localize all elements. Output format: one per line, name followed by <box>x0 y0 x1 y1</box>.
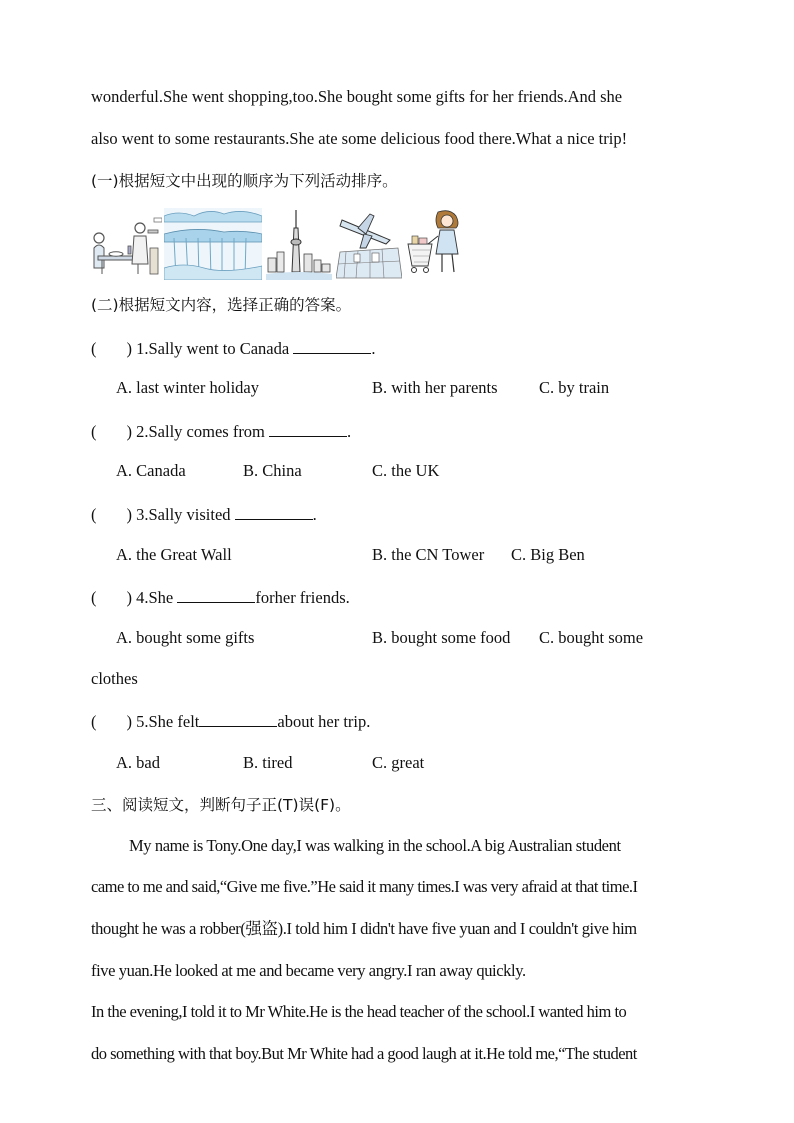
question-stem: 1.Sally went to Canada <box>136 339 290 358</box>
question-stem: 4.She <box>136 588 174 607</box>
question-3 <box>91 503 317 526</box>
q2-option-c: C. the UK <box>372 461 440 480</box>
q4-option-c: C. bought some <box>539 628 644 647</box>
reading-line-3: thought he was a robber(强盗).I told him I didn't have five yuan and I couldn't give him <box>91 919 637 938</box>
question-1 <box>91 337 375 360</box>
answer-paren-open: ( <box>91 339 97 358</box>
q2-option-a: A. Canada <box>116 461 186 480</box>
q4-option-c-continuation: clothes <box>91 669 138 688</box>
answer-paren-close: ) <box>126 339 132 358</box>
q4-option-b: B. bought some food <box>372 628 511 647</box>
answer-paren-close: ) <box>126 422 132 441</box>
answer-paren-close: ) <box>126 588 132 607</box>
fill-blank <box>293 337 371 354</box>
question-tail: . <box>312 505 317 524</box>
answer-paren-close: ) <box>126 505 132 524</box>
waterfall-image <box>164 208 262 280</box>
restaurant-dining-image <box>90 208 162 280</box>
question-tail: . <box>371 339 376 358</box>
cn-tower-image <box>266 208 332 280</box>
section-b-title: (二)根据短文内容，选择正确的答案。 <box>91 296 352 314</box>
q3-option-a: A. the Great Wall <box>116 545 232 564</box>
question-stem: 2.Sally comes from <box>136 422 265 441</box>
passage-line-2: also went to some restaurants.She ate some delicious food there.What a nice trip! <box>91 129 628 148</box>
q1-option-c: C. by train <box>539 378 610 397</box>
activity-pictures <box>90 208 470 280</box>
question-tail: . <box>347 422 352 441</box>
reading-line-6: do something with that boy.But Mr White had a good laugh at it.He told me,“The student <box>91 1044 637 1063</box>
reading-line-2: came to me and said,“Give me five.”He said it many times.I was very afraid at that time.I <box>91 877 638 896</box>
q2-option-b: B. China <box>243 461 302 480</box>
q1-option-a: A. last winter holiday <box>116 378 259 397</box>
passage-line-1: wonderful.She went shopping,too.She bought some gifts for her friends.And she <box>91 87 623 106</box>
fill-blank <box>199 710 277 727</box>
fill-blank <box>177 586 255 603</box>
q3-option-c: C. Big Ben <box>511 545 585 564</box>
airplane-city-image <box>336 208 402 280</box>
question-stem: 3.Sally visited <box>136 505 231 524</box>
question-stem: 5.She felt <box>136 712 200 731</box>
question-4 <box>91 586 350 609</box>
q5-option-a: A. bad <box>116 753 160 772</box>
section-3-title: 三、阅读短文，判断句子正(T)误(F)。 <box>91 796 351 814</box>
reading-line-5: In the evening,I told it to Mr White.He is the head teacher of the school.I wanted him to <box>91 1002 627 1021</box>
answer-paren-close: ) <box>126 712 132 731</box>
answer-paren-open: ( <box>91 588 97 607</box>
fill-blank <box>235 503 313 520</box>
answer-paren-open: ( <box>91 422 97 441</box>
question-5 <box>91 710 370 733</box>
question-tail: forher friends. <box>255 588 350 607</box>
q5-option-b: B. tired <box>243 753 293 772</box>
q3-option-b: B. the CN Tower <box>372 545 485 564</box>
reading-line-1: My name is Tony.One day,I was walking in the school.A big Australian student <box>129 836 621 855</box>
answer-paren-open: ( <box>91 712 97 731</box>
q1-option-b: B. with her parents <box>372 378 498 397</box>
q5-option-c: C. great <box>372 753 425 772</box>
answer-paren-open: ( <box>91 505 97 524</box>
shopping-girl-image <box>404 208 470 280</box>
section-a-title: (一)根据短文中出现的顺序为下列活动排序。 <box>91 172 398 190</box>
question-tail: about her trip. <box>277 712 371 731</box>
reading-line-4: five yuan.He looked at me and became very angry.I ran away quickly. <box>91 961 526 980</box>
q4-option-a: A. bought some gifts <box>116 628 255 647</box>
question-2 <box>91 420 351 443</box>
fill-blank <box>269 420 347 437</box>
